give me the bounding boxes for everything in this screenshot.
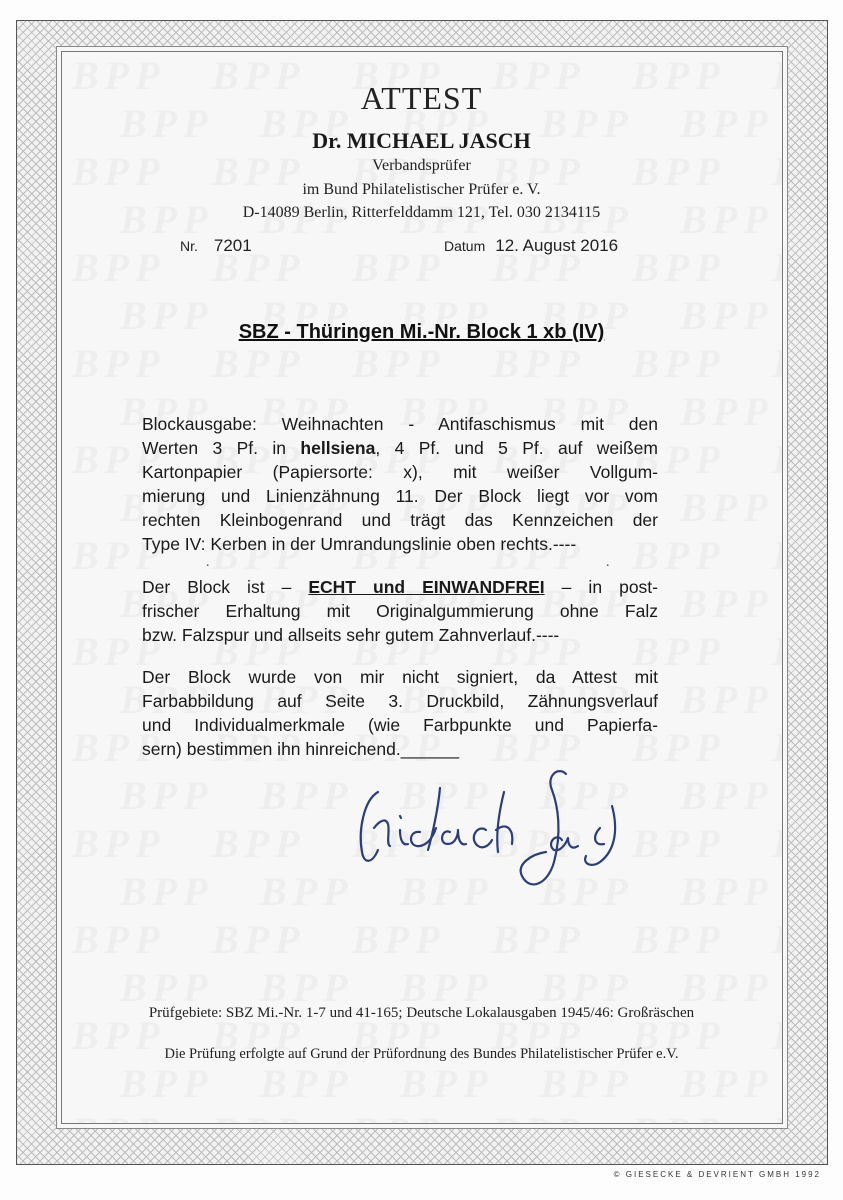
dot-mark: .	[206, 555, 210, 570]
datum-label: Datum	[444, 238, 486, 254]
para3-line: Der Block wurde von mir nicht signiert, da Attest mit	[142, 667, 658, 687]
examiner-address: D-14089 Berlin, Ritterfelddamm 121, Tel. 030 2134115	[242, 204, 601, 221]
handwritten-signature	[300, 740, 660, 910]
para1-line: Blockausgabe: Weihnachten - Antifaschismus mit den	[142, 414, 658, 434]
datum-value: 12. August 2016	[495, 236, 619, 255]
para1-line	[142, 436, 658, 460]
para1-line: mierung und Linienzähnung 11. Der Block liegt vor vom	[142, 486, 658, 506]
dot-mark: .	[606, 555, 610, 570]
para2-text: Der Block ist –	[142, 577, 309, 597]
examiner-name: Dr. MICHAEL JASCH	[312, 128, 531, 153]
para2-line: frischer Erhaltung mit Originalgummierung ohne Falz	[142, 601, 658, 621]
para3-line: sern) bestimmen ihn hinreichend.______	[142, 739, 460, 759]
para1-text: Werten 3 Pf. in	[142, 438, 301, 458]
examination-areas: Prüfgebiete: SBZ Mi.-Nr. 1-7 und 41-165; Deutsche Lokalausgaben 1945/46: Großräschen	[148, 1005, 695, 1021]
stamp-subject: SBZ - Thüringen Mi.-Nr. Block 1 xb (IV)	[238, 321, 605, 343]
para2-line	[142, 575, 658, 599]
examiner-association: im Bund Philatelistischer Prüfer e. V.	[302, 181, 541, 198]
para1-line: Type IV: Kerben in der Umrandungslinie oben rechts.----	[142, 534, 577, 554]
verdict-highlight: ECHT und EINWANDFREI	[308, 577, 545, 597]
verdict-paragraph	[142, 575, 658, 647]
document-title: ATTEST	[360, 80, 483, 116]
para1-line: rechten Kleinbogenrand und trägt das Kennzeichen der	[142, 510, 658, 530]
para3-line: Farbabbildung auf Seite 3. Druckbild, Zähnungsverlauf	[142, 691, 658, 711]
examiner-role: Verbandsprüfer	[372, 157, 471, 174]
certificate-date	[444, 236, 618, 256]
para3-line: und Individualmerkmale (wie Farbpunkte und Papierfa-	[142, 715, 658, 735]
certificate-number	[180, 236, 252, 256]
printer-copyright: © GIESECKE & DEVRIENT GMBH 1992	[613, 1170, 821, 1179]
para2-text: – in post-	[544, 577, 658, 597]
nr-value: 7201	[213, 236, 252, 255]
para1-text: , 4 Pf. und 5 Pf. auf weißem	[375, 438, 658, 458]
para2-line: bzw. Falzspur und allseits sehr gutem Zahnverlauf.----	[142, 625, 560, 645]
color-name: hellsiena	[300, 438, 376, 458]
para1-line: Kartonpapier (Papiersorte: x), mit weißer Vollgum-	[142, 462, 658, 482]
nr-label: Nr.	[180, 238, 198, 254]
examination-regulation: Die Prüfung erfolgte auf Grund der Prüfordnung des Bundes Philatelistischer Prüfer e.V.	[164, 1046, 679, 1062]
description-paragraph	[142, 412, 658, 556]
